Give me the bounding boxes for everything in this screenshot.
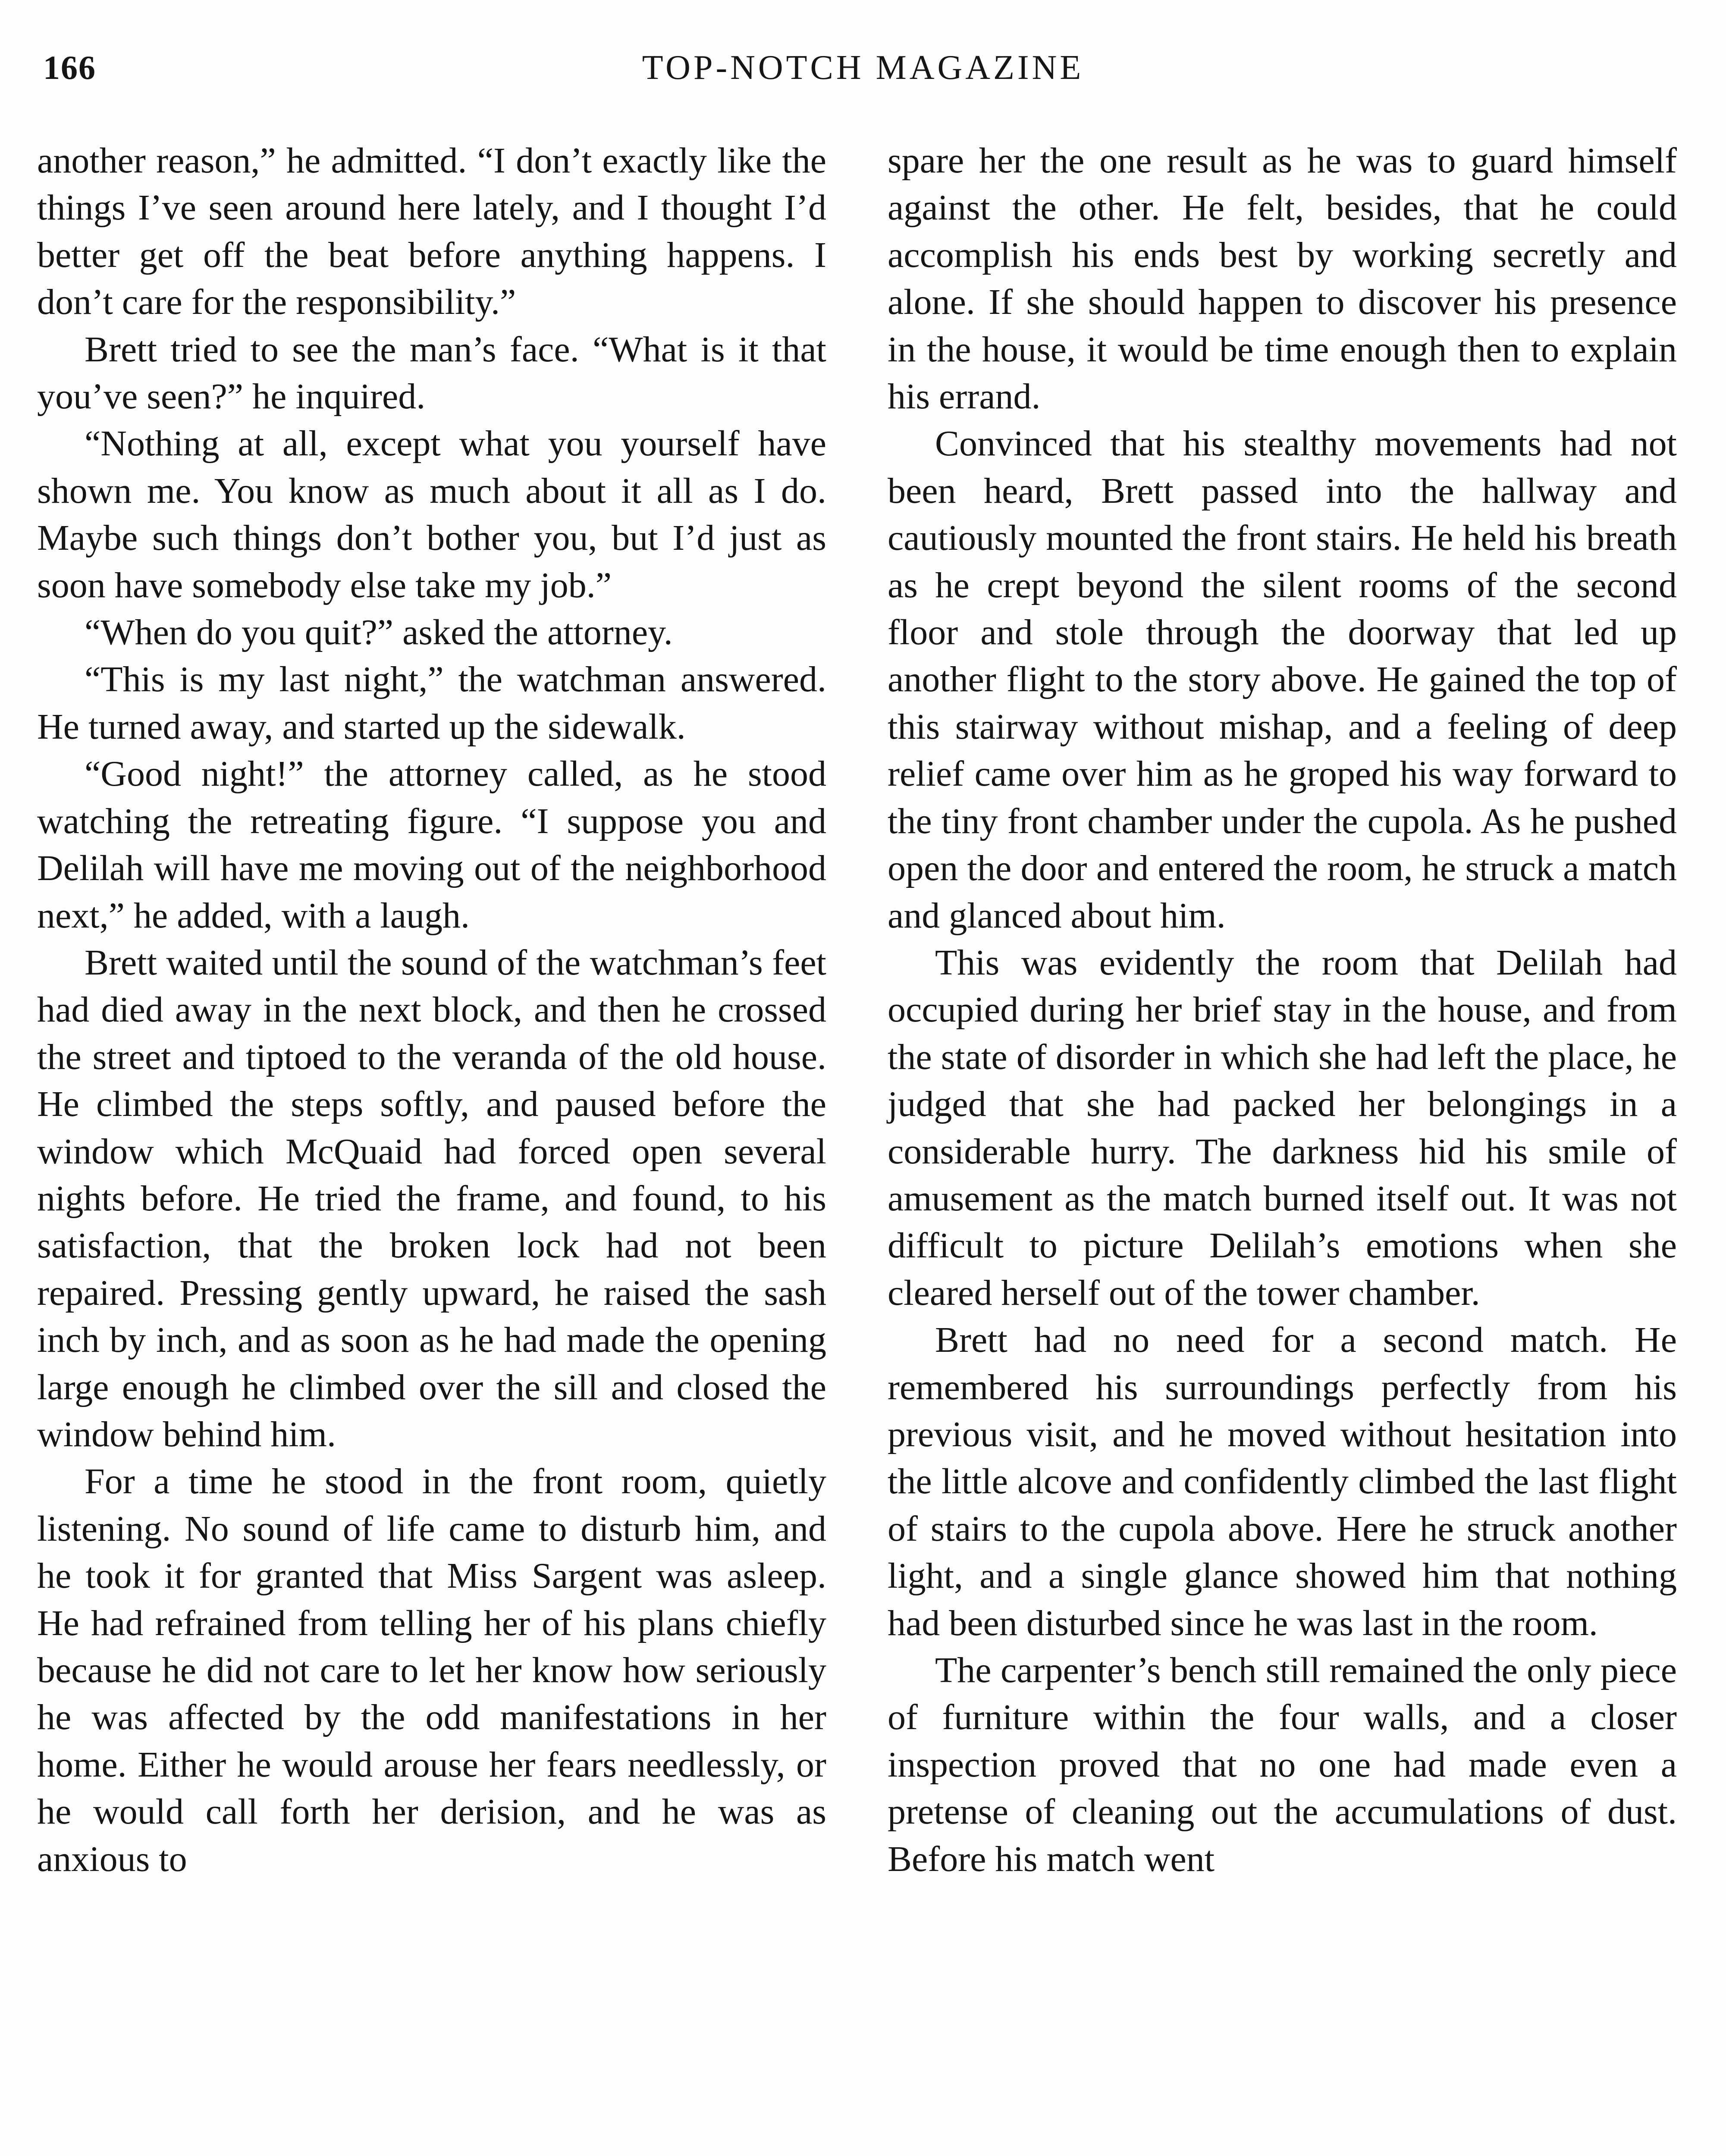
page-header bbox=[43, 48, 1683, 104]
right-paragraph-5: The carpenter’s bench still remained the only piece of furniture within the four walls, and a closer inspection proved that no one had made even a pretense of cleaning out the accumulations of dust. Before his match went bbox=[888, 1650, 1677, 1879]
left-column bbox=[37, 137, 826, 1883]
left-paragraph-7: Brett waited until the sound of the watchman’s feet had died away in the next block, and then he crossed the street and tiptoed to the veranda of the old house. He climbed the steps softly, and paused before the window which McQuaid had forced open several nights before. He tried the frame, and found, to his satisfaction, that the broken lock had not been repaired. Pressing gently upward, he raised the sash inch by inch, and as soon as he had made the opening large enough he climbed over the sill and closed the window behind him. bbox=[37, 942, 826, 1454]
left-paragraph-6: “Good night!” the attorney called, as he stood watching the retreating figure. “I suppose you and Delilah will have me moving out of the neighborhood next,” he added, with a laugh. bbox=[37, 754, 826, 936]
left-paragraph-8: For a time he stood in the front room, quietly listening. No sound of life came to disturb him, and he took it for granted that Miss Sargent was asleep. He had refrained from telling her of his plans chiefly because he did not care to let her know how seriously he was affected by the odd manifestations in her home. Either he would arouse her fears needlessly, or he would call forth her derision, and he was as anxious to bbox=[37, 1461, 826, 1879]
left-paragraph-2: Brett tried to see the man’s face. “What is it that you’ve seen?” he inquired. bbox=[37, 329, 826, 417]
right-column bbox=[888, 137, 1677, 1883]
left-paragraph-1: another reason,” he admitted. “I don’t exactly like the things I’ve seen around here lately, and I thought I’d better get off the beat before anything happens. I don’t care for the responsibility.” bbox=[37, 141, 826, 323]
left-paragraph-4: “When do you quit?” asked the attorney. bbox=[85, 612, 673, 653]
right-paragraph-4: Brett had no need for a second match. He remembered his surroundings perfectly from his previous visit, and he moved without hesitation into the little alcove and confidently climbed the last flight of stairs to the cupola above. Here he struck another light, and a single glance showed him that nothing had been disturbed since he was last in the room. bbox=[888, 1320, 1677, 1643]
right-paragraph-1: spare her the one result as he was to guard himself against the other. He felt, besides, that he could accomplish his ends best by working secretly and alone. If she should happen to discover his presence in the house, it would be time enough then to explain his errand. bbox=[888, 141, 1677, 417]
right-paragraph-2: Convinced that his stealthy movements had not been heard, Brett passed into the hallway and cautiously mounted the front stairs. He held his breath as he crept beyond the silent rooms of the second floor and stole through the doorway that led up another flight to the story above. He gained the top of this stairway without mishap, and a feeling of deep relief came over him as he groped his way forward to the tiny front chamber under the cupola. As he pushed open the door and entered the room, he struck a match and glanced about him. bbox=[888, 423, 1677, 936]
right-paragraph-3: This was evidently the room that Delilah had occupied during her brief stay in the house, and from the state of disorder in which she had left the place, he judged that she had packed her belongings in a considerable hurry. The darkness hid his smile of amusement as the match burned itself out. It was not difficult to picture Delilah’s emotions when she cleared herself out of the tower chamber. bbox=[888, 942, 1677, 1313]
left-paragraph-3: “Nothing at all, except what you yourself have shown me. You know as much about it all as I do. Maybe such things don’t bother you, but I’d just as soon have somebody else take my job.” bbox=[37, 423, 826, 605]
page-number: 166 bbox=[43, 49, 96, 86]
left-paragraph-5: “This is my last night,” the watchman answered. He turned away, and started up the sidewalk. bbox=[37, 659, 826, 747]
running-head: TOP-NOTCH MAGAZINE bbox=[642, 49, 1084, 87]
